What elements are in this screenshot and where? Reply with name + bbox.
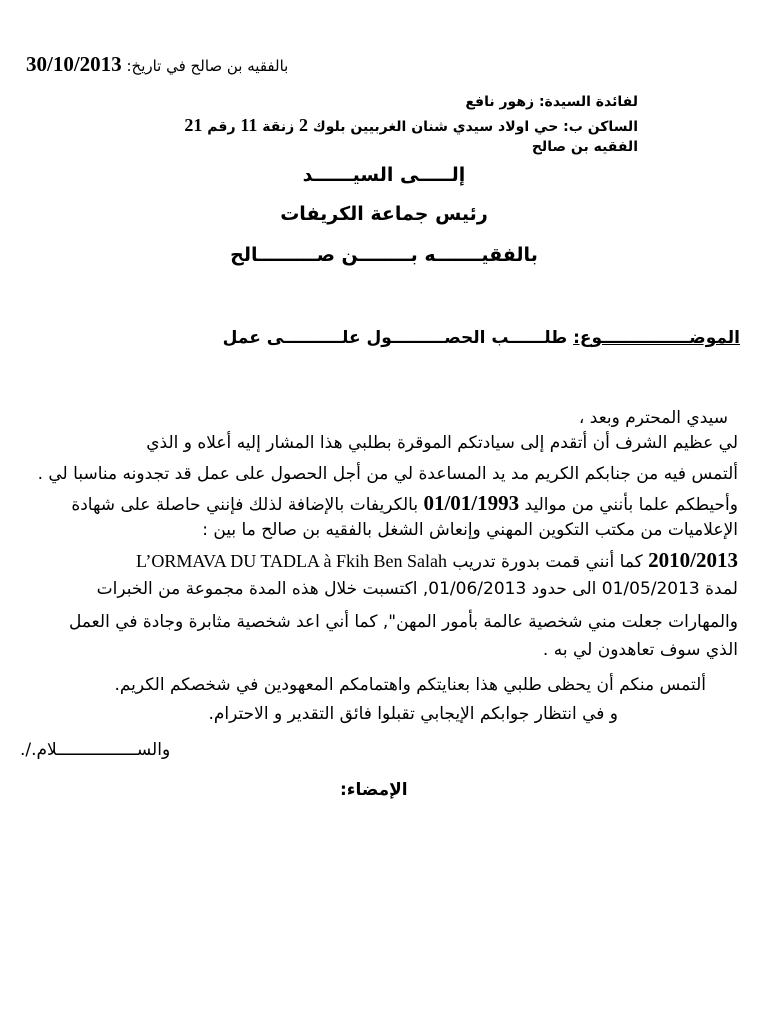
- body-line-8: الذي سوف تعاهدون لي به .: [542, 640, 738, 660]
- address-mid: زنقة: [262, 119, 295, 135]
- subject-label: الموضـــــــــــــــوع:: [573, 328, 740, 348]
- closing: والســــــــــــــــلام./.: [20, 740, 171, 760]
- address-num-label: رقم: [207, 119, 236, 135]
- addressee-city: بالفقيـــــــه بــــــــن صـــــــــالح: [230, 244, 538, 266]
- training-place: L’ORMAVA DU TADLA à Fkih Ben Salah: [136, 551, 447, 571]
- body-line-6: لمدة 01/05/2013 الى حدود 01/06/2013, اكتسبت خلال هذه المدة مجموعة من الخبرات: [96, 579, 738, 599]
- date-prefix: بالفقيه بن صالح في تاريخ:: [126, 57, 289, 75]
- body-line-10: و في انتظار جوابكم الإيجابي تقبلوا فائق التقدير و الاحترام.: [208, 704, 618, 724]
- body-line-5-ar: كما أنني قمت بدورة تدريب: [452, 552, 643, 572]
- body-line-1: لي عظيم الشرف أن أتقدم إلى سيادتكم الموقرة بطلبي هذا المشار إليه أعلاه و الذي: [146, 433, 738, 453]
- body-line-3b: بالكريفات بالإضافة لذلك فإنني حاصلة على شهادة: [71, 495, 419, 515]
- body-line-4: الإعلاميات من مكتب التكوين المهني وإنعاش الشغل بالفقيه بن صالح ما بين :: [202, 520, 738, 540]
- body-line-2: ألتمس فيه من جنابكم الكريم مد يد المساعدة لي من أجل الحصول على عمل قد تجدونه مناسبا لي .: [37, 464, 738, 484]
- addressee-role: رئيس جماعة الكريفات: [280, 203, 488, 225]
- sender-name: لفائدة السيدة: زهور نافع: [465, 94, 638, 110]
- date-line: [26, 52, 288, 77]
- body-line-3: [30, 491, 738, 516]
- addressee-title: إلـــــى السيــــــد: [302, 164, 466, 186]
- sender-city: الفقيه بن صالح: [531, 139, 638, 155]
- subject-line: [223, 328, 740, 348]
- letter-date: 30/10/2013: [26, 52, 122, 76]
- body-line-3a: وأحيطكم علما بأنني من مواليد: [524, 495, 738, 515]
- birth-date: 01/01/1993: [423, 491, 520, 515]
- body-line-5: [30, 548, 738, 573]
- subject-text: طلــــــب الحصـــــــــول علــــــــــى عمل: [222, 328, 568, 348]
- address-prefix: الساكن ب: حي اولاد سيدي شنان الغربيين بلوك: [312, 119, 638, 135]
- signature-label: الإمضاء:: [340, 780, 408, 800]
- address-street: 11: [240, 115, 258, 135]
- training-years: 2010/2013: [648, 548, 738, 572]
- address-block: 2: [299, 115, 309, 135]
- greeting: سيدي المحترم وبعد ،: [578, 408, 728, 428]
- body-line-7: والمهارات جعلت مني شخصية عالمة بأمور المهن", كما أني اعد شخصية مثابرة وجادة في العمل: [68, 612, 738, 632]
- address-number: 21: [184, 115, 203, 135]
- sender-address: [184, 115, 638, 136]
- body-line-9: ألتمس منكم أن يحظى طلبي هذا بعنايتكم واهتمامكم المعهودين في شخصكم الكريم.: [114, 675, 706, 695]
